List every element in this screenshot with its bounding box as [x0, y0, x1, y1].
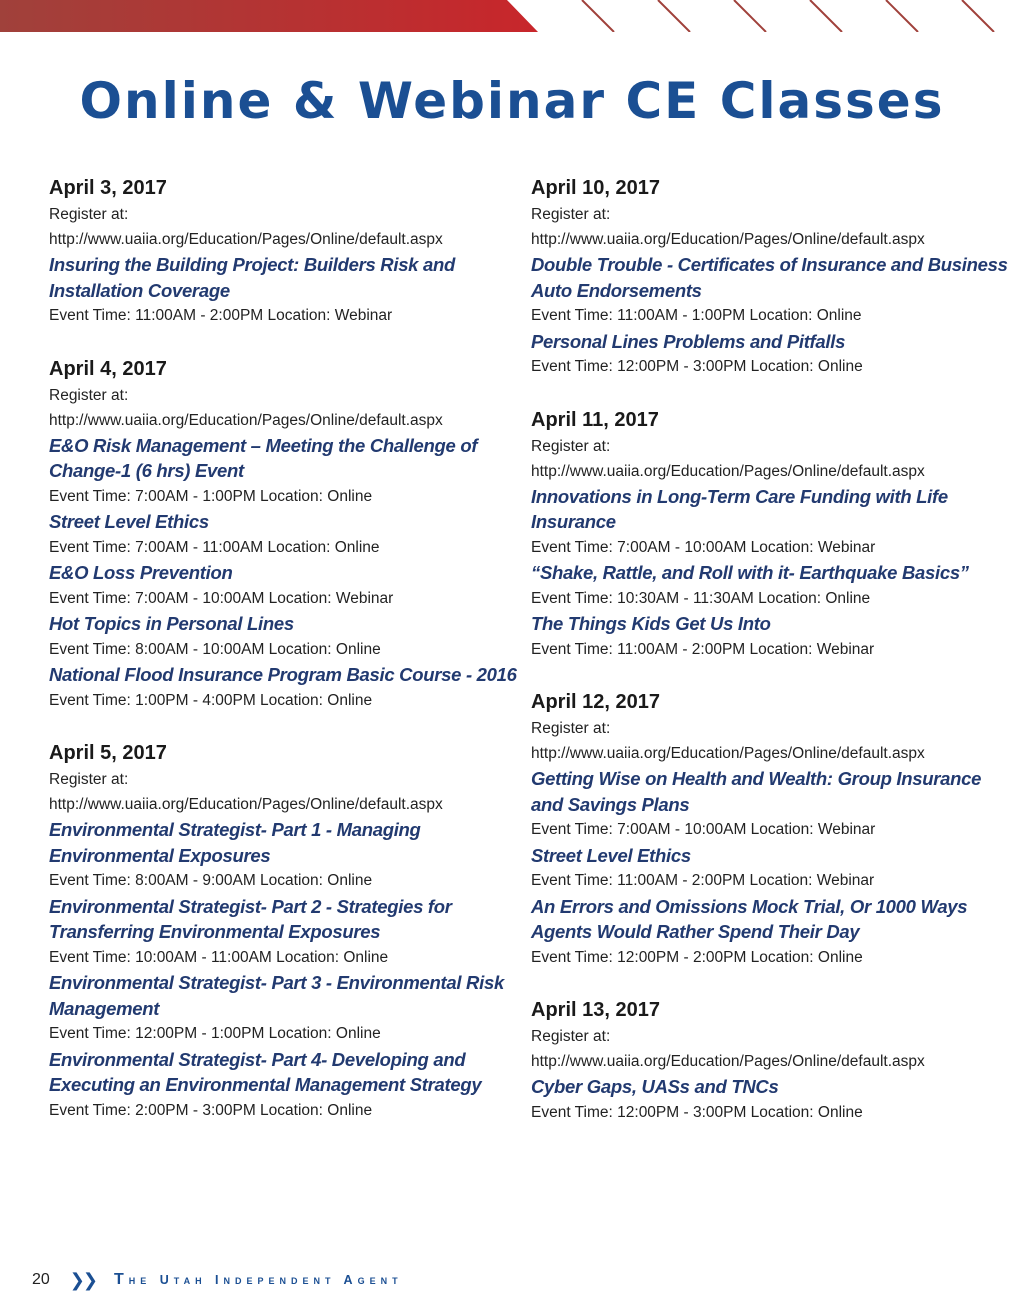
event-title: Environmental Strategist- Part 1 - Managing Environmental Exposures — [49, 819, 421, 866]
event-time-location: Event Time: 12:00PM - 1:00PM Location: Online — [49, 1025, 381, 1042]
day-block — [531, 406, 1011, 663]
page-title: Online & Webinar CE Classes — [79, 72, 945, 130]
day-block — [531, 174, 1011, 380]
register-url[interactable]: http://www.uaiia.org/Education/Pages/Online/default.aspx — [531, 231, 925, 248]
event-date: April 11, 2017 — [531, 408, 659, 431]
event-time-location: Event Time: 11:00AM - 2:00PM Location: Webinar — [531, 640, 875, 658]
register-label: Register at: — [531, 1028, 611, 1045]
event-time-location: Event Time: 12:00PM - 2:00PM Location: Online — [531, 948, 863, 966]
event-date: April 5, 2017 — [49, 742, 167, 764]
event-title: Innovations in Long-Term Care Funding with Life Insurance — [531, 485, 948, 532]
event-title: Street Level Ethics — [49, 511, 209, 532]
left-column — [49, 174, 519, 1149]
event-title: Getting Wise on Health and Wealth: Group Insurance and Savings Plans — [531, 768, 982, 815]
register-label: Register at: — [49, 386, 129, 404]
event-title: Hot Topics in Personal Lines — [49, 613, 294, 634]
double-chevron-right-icon: ❯❯ — [69, 1269, 96, 1290]
event-title: Street Level Ethics — [531, 844, 691, 866]
day-block — [531, 996, 1011, 1125]
right-column — [531, 174, 1011, 1151]
top-decorative-band — [0, 0, 1024, 32]
register-label: Register at: — [531, 720, 611, 737]
register-label: Register at: — [531, 206, 611, 223]
register-label: Register at: — [49, 206, 129, 223]
event-title: Environmental Strategist- Part 2 - Strategies for Transferring Environmental Exposures — [49, 895, 452, 942]
register-url[interactable]: http://www.uaiia.org/Education/Pages/Online/default.aspx — [49, 796, 443, 813]
event-time-location: Event Time: 8:00AM - 9:00AM Location: Online — [49, 872, 373, 889]
event-time-location: Event Time: 11:00AM - 2:00PM Location: Webinar — [531, 872, 875, 889]
event-time-location: Event Time: 1:00PM - 4:00PM Location: Online — [49, 691, 373, 709]
event-time-location: Event Time: 12:00PM - 3:00PM Location: Online — [531, 358, 863, 375]
event-time-location: Event Time: 10:30AM - 11:30AM Location: Online — [531, 589, 871, 607]
register-url[interactable]: http://www.uaiia.org/Education/Pages/Online/default.aspx — [531, 745, 925, 762]
day-block — [49, 355, 519, 714]
event-title: Environmental Strategist- Part 4- Developing and Executing an Environmental Management Strategy — [49, 1048, 482, 1095]
day-block — [531, 688, 1011, 970]
event-title: National Flood Insurance Program Basic Course - 2016 — [49, 664, 517, 685]
event-time-location: Event Time: 11:00AM - 1:00PM Location: Online — [531, 307, 862, 324]
event-date: April 4, 2017 — [49, 357, 167, 380]
event-title: Insuring the Building Project: Builders Risk and Installation Coverage — [49, 254, 456, 301]
event-time-location: Event Time: 10:00AM - 11:00AM Location: Online — [49, 948, 389, 966]
event-time-location: Event Time: 7:00AM - 10:00AM Location: Webinar — [531, 821, 876, 838]
day-block — [49, 174, 519, 329]
page-footer — [32, 1268, 403, 1292]
event-title: E&O Loss Prevention — [49, 562, 233, 583]
event-time-location: Event Time: 2:00PM - 3:00PM Location: Online — [49, 1101, 373, 1119]
event-time-location: Event Time: 7:00AM - 1:00PM Location: Online — [49, 487, 373, 505]
event-time-location: Event Time: 11:00AM - 2:00PM Location: Webinar — [49, 307, 393, 324]
magazine-name: The Utah Independent Agent — [113, 1271, 403, 1288]
day-block — [49, 739, 519, 1123]
event-date: April 12, 2017 — [531, 691, 660, 713]
event-date: April 10, 2017 — [531, 177, 660, 199]
event-title: Cyber Gaps, UASs and TNCs — [531, 1076, 779, 1097]
event-title: Double Trouble - Certificates of Insurance and Business Auto Endorsements — [531, 254, 1008, 301]
page-number: 20 — [32, 1271, 50, 1288]
event-title: “Shake, Rattle, and Roll with it- Earthquake Basics” — [531, 562, 969, 583]
event-title: An Errors and Omissions Mock Trial, Or 1000 Ways Agents Would Rather Spend Their Day — [531, 895, 968, 942]
register-url[interactable]: http://www.uaiia.org/Education/Pages/Online/default.aspx — [531, 1053, 925, 1070]
event-time-location: Event Time: 7:00AM - 10:00AM Location: Webinar — [49, 589, 394, 607]
register-url[interactable]: http://www.uaiia.org/Education/Pages/Online/default.aspx — [49, 411, 443, 429]
register-label: Register at: — [49, 771, 129, 788]
event-time-location: Event Time: 12:00PM - 3:00PM Location: Online — [531, 1103, 863, 1121]
event-title: The Things Kids Get Us Into — [531, 613, 771, 634]
event-title: Personal Lines Problems and Pitfalls — [531, 330, 846, 352]
event-time-location: Event Time: 8:00AM - 10:00AM Location: Online — [49, 640, 381, 658]
register-url[interactable]: http://www.uaiia.org/Education/Pages/Online/default.aspx — [49, 231, 443, 248]
event-time-location: Event Time: 7:00AM - 10:00AM Location: Webinar — [531, 538, 876, 556]
event-date: April 13, 2017 — [531, 999, 660, 1021]
event-date: April 3, 2017 — [49, 177, 167, 199]
event-title: E&O Risk Management – Meeting the Challenge of Change-1 (6 hrs) Event — [49, 434, 478, 481]
event-time-location: Event Time: 7:00AM - 11:00AM Location: Online — [49, 538, 380, 556]
register-label: Register at: — [531, 437, 611, 455]
register-url[interactable]: http://www.uaiia.org/Education/Pages/Online/default.aspx — [531, 462, 925, 480]
event-title: Environmental Strategist- Part 3 - Environmental Risk Management — [49, 972, 504, 1019]
